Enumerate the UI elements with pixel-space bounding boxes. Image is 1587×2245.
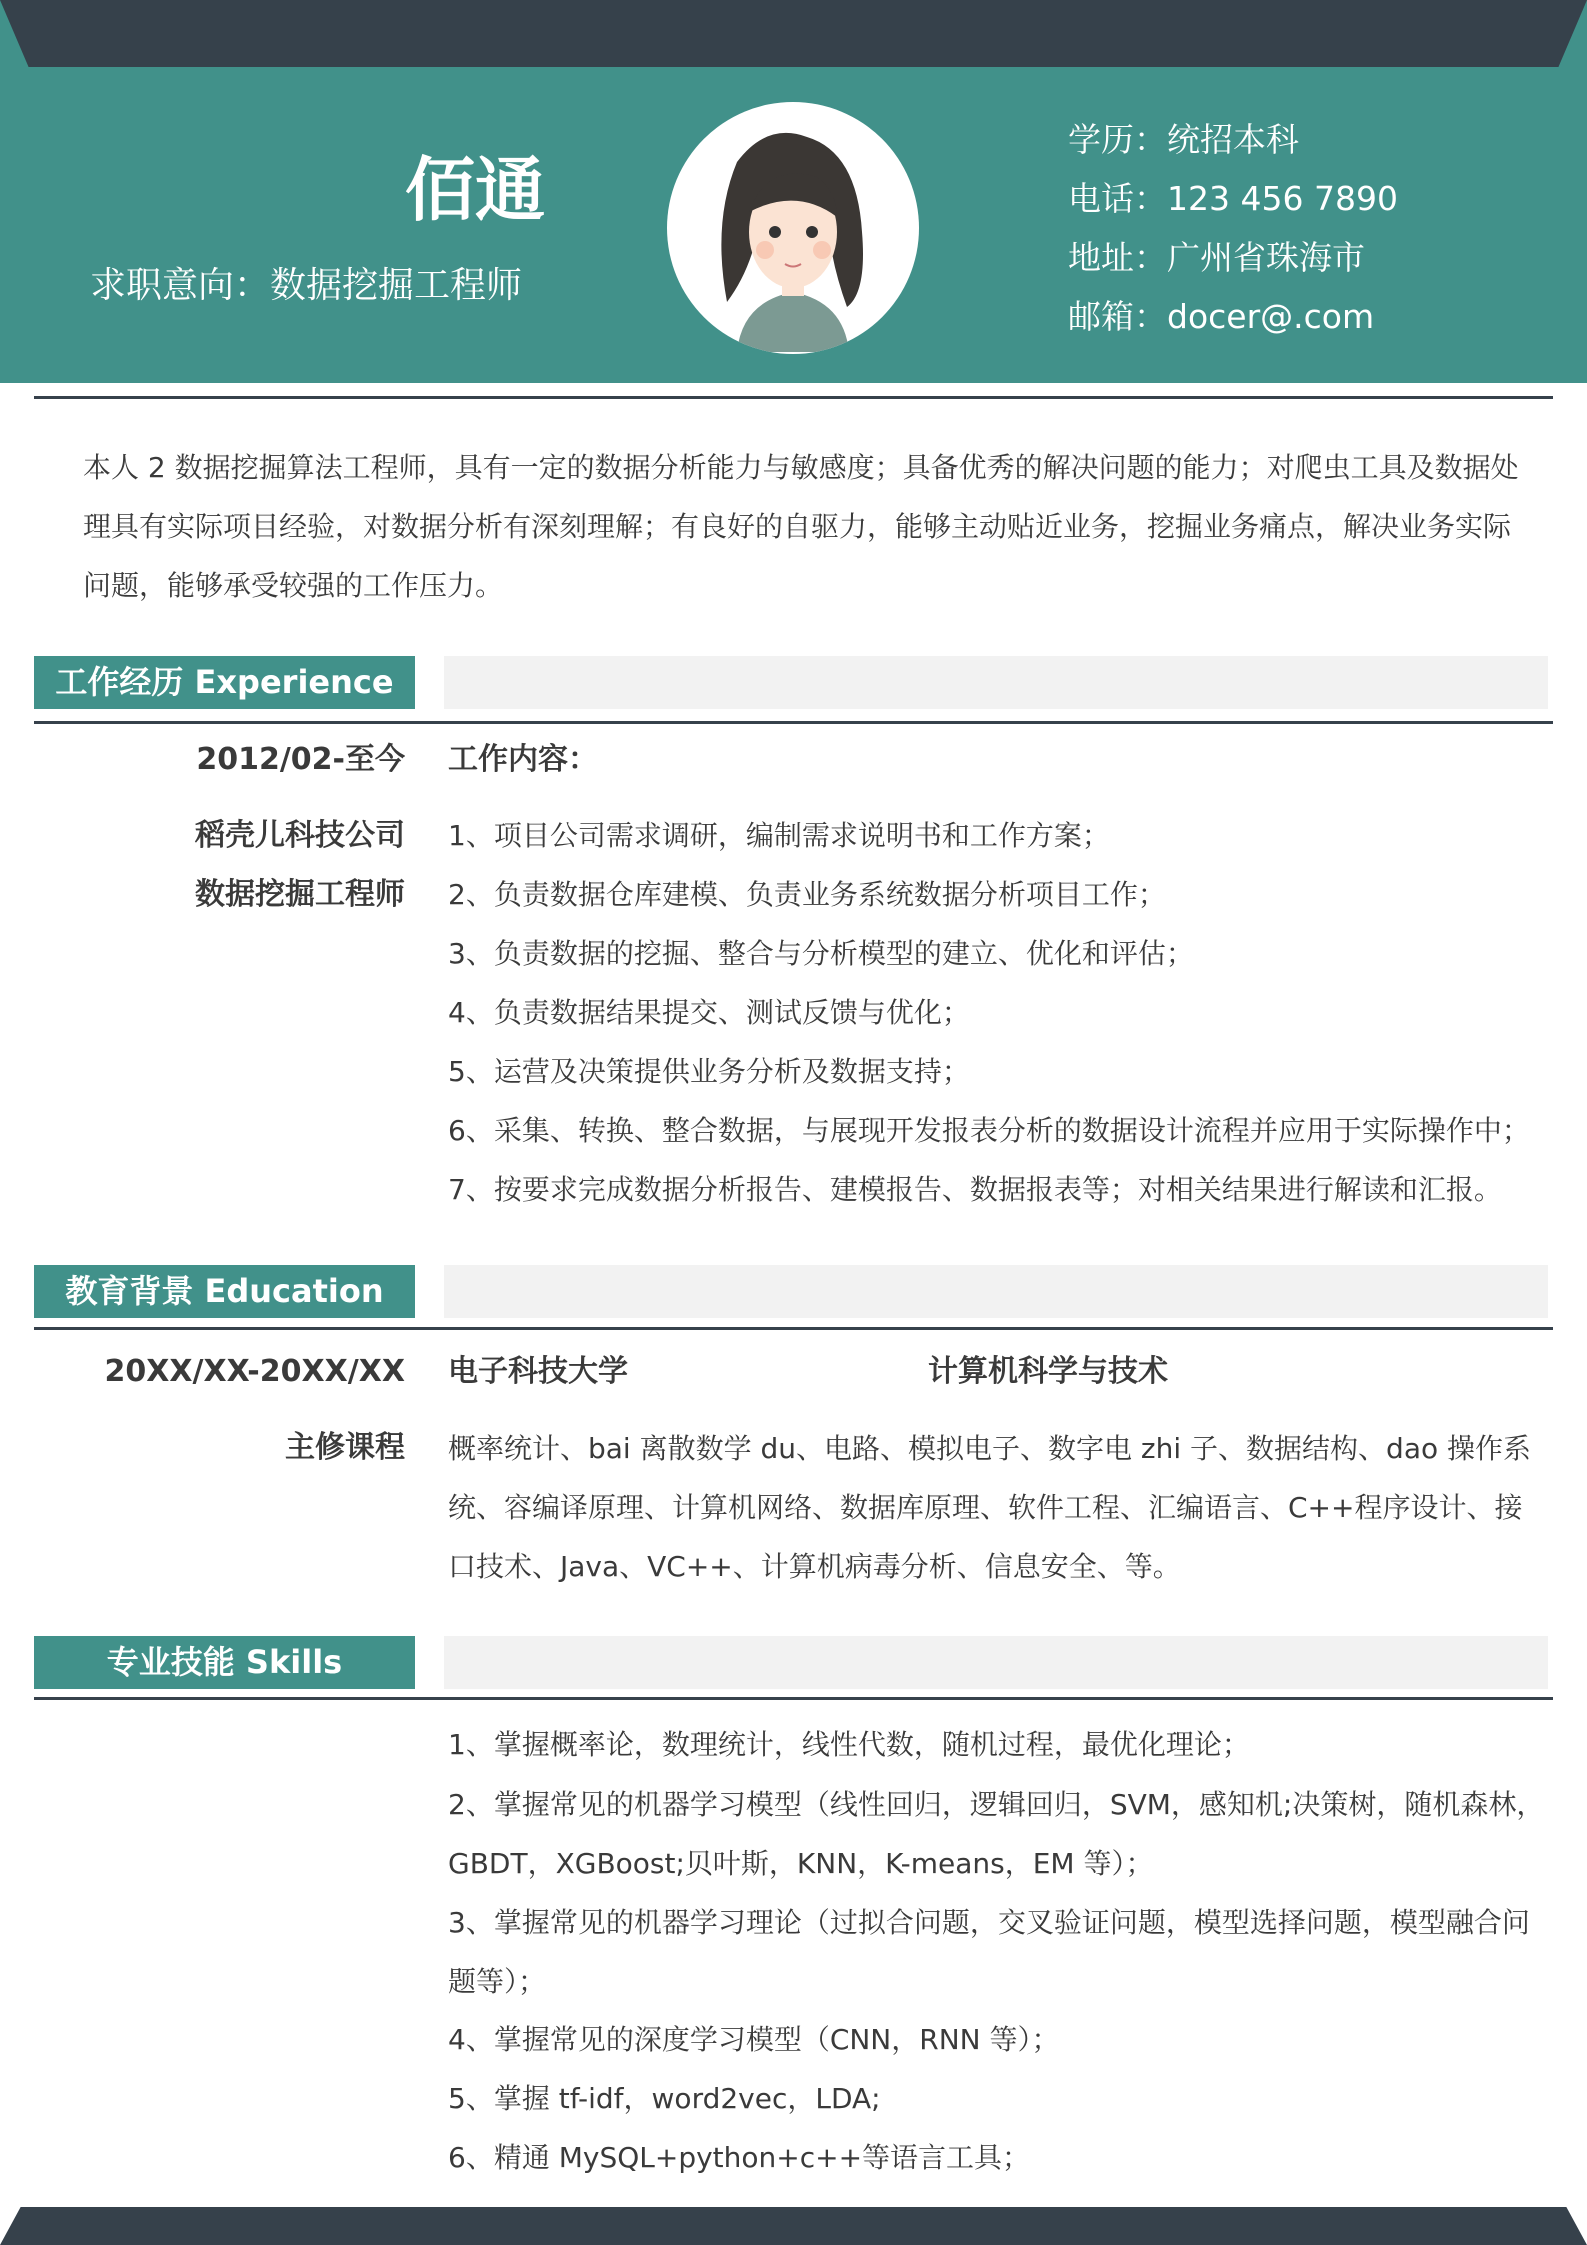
content-label: 工作内容： — [448, 742, 598, 777]
avatar-illustration-icon — [667, 102, 919, 354]
duty-item: 7、按要求完成数据分析报告、建模报告、数据报表等；对相关结果进行解读和汇报。 — [448, 1173, 1502, 1206]
section-bar — [444, 1265, 1548, 1318]
contact-phone: 电话：123 456 7890 — [1068, 179, 1398, 218]
position: 数据挖掘工程师 — [195, 877, 405, 912]
divider — [34, 396, 1553, 399]
education-date: 20XX/XX-20XX/XX — [104, 1354, 405, 1389]
divider — [34, 721, 1553, 724]
courses-label: 主修课程 — [285, 1430, 405, 1465]
duty-item: 5、运营及决策提供业务分析及数据支持； — [448, 1055, 970, 1088]
avatar — [667, 102, 919, 354]
duty-item: 1、项目公司需求调研，编制需求说明书和工作方案； — [448, 819, 1110, 852]
section-title-experience: 工作经历 Experience — [34, 656, 415, 709]
contact-address: 地址：广州省珠海市 — [1068, 238, 1365, 277]
skill-item: 3、掌握常见的机器学习理论（过拟合问题，交叉验证问题，模型选择问题，模型融合问题等）； — [448, 1906, 1530, 1998]
contact-education: 学历：统招本科 — [1068, 120, 1299, 159]
section-bar — [444, 656, 1548, 709]
job-intent: 求职意向：数据挖掘工程师 — [90, 265, 523, 306]
company: 稻壳儿科技公司 — [195, 818, 405, 853]
section-bar — [444, 1636, 1548, 1689]
school: 电子科技大学 — [448, 1354, 628, 1389]
duty-item: 4、负责数据结果提交、测试反馈与优化； — [448, 996, 970, 1029]
experience-date: 2012/02-至今 — [196, 742, 405, 777]
major: 计算机科学与技术 — [928, 1354, 1168, 1389]
divider — [34, 1697, 1553, 1700]
bottom-decor-bar — [0, 2207, 1587, 2245]
courses: 概率统计、bai 离散数学 du、电路、模拟电子、数字电 zhi 子、数据结构、dao 操作系统、容编译原理、计算机网络、数据库原理、软件工程、汇编语言、C++程序设计、接口技术、Java、VC++、计算机病毒分析、信息安全、等。 — [448, 1432, 1532, 1583]
divider — [34, 1327, 1553, 1330]
duty-item: 2、负责数据仓库建模、负责业务系统数据分析项目工作； — [448, 878, 1166, 911]
self-summary: 本人 2 数据挖掘算法工程师，具有一定的数据分析能力与敏感度；具备优秀的解决问题的能力；对爬虫工具及数据处理具有实际项目经验，对数据分析有深刻理解；有良好的自驱力，能够主动贴近业务，挖掘业务痛点，解决业务实际问题，能够承受较强的工作压力。 — [83, 451, 1519, 602]
skill-item: 5、掌握 tf-idf，word2vec，LDA; — [448, 2082, 881, 2115]
candidate-name: 佰通 — [405, 149, 545, 231]
section-title-skills: 专业技能 Skills — [34, 1636, 415, 1689]
duty-item: 6、采集、转换、整合数据，与展现开发报表分析的数据设计流程并应用于实际操作中； — [448, 1114, 1530, 1147]
skill-item: 1、掌握概率论，数理统计，线性代数，随机过程，最优化理论； — [448, 1728, 1250, 1761]
skill-item: 6、精通 MySQL+python+c++等语言工具； — [448, 2141, 1031, 2174]
duty-item: 3、负责数据的挖掘、整合与分析模型的建立、优化和评估； — [448, 937, 1194, 970]
skill-item: 4、掌握常见的深度学习模型（CNN，RNN 等）； — [448, 2023, 1060, 2056]
top-decor-bar — [0, 0, 1587, 67]
skill-item: 2、掌握常见的机器学习模型（线性回归，逻辑回归，SVM，感知机;决策树，随机森林，GBDT，XGBoost;贝叶斯，KNN，K-means，EM 等）； — [448, 1788, 1545, 1880]
contact-email: 邮箱：docer@.com — [1068, 297, 1375, 336]
section-title-education: 教育背景 Education — [34, 1265, 415, 1318]
